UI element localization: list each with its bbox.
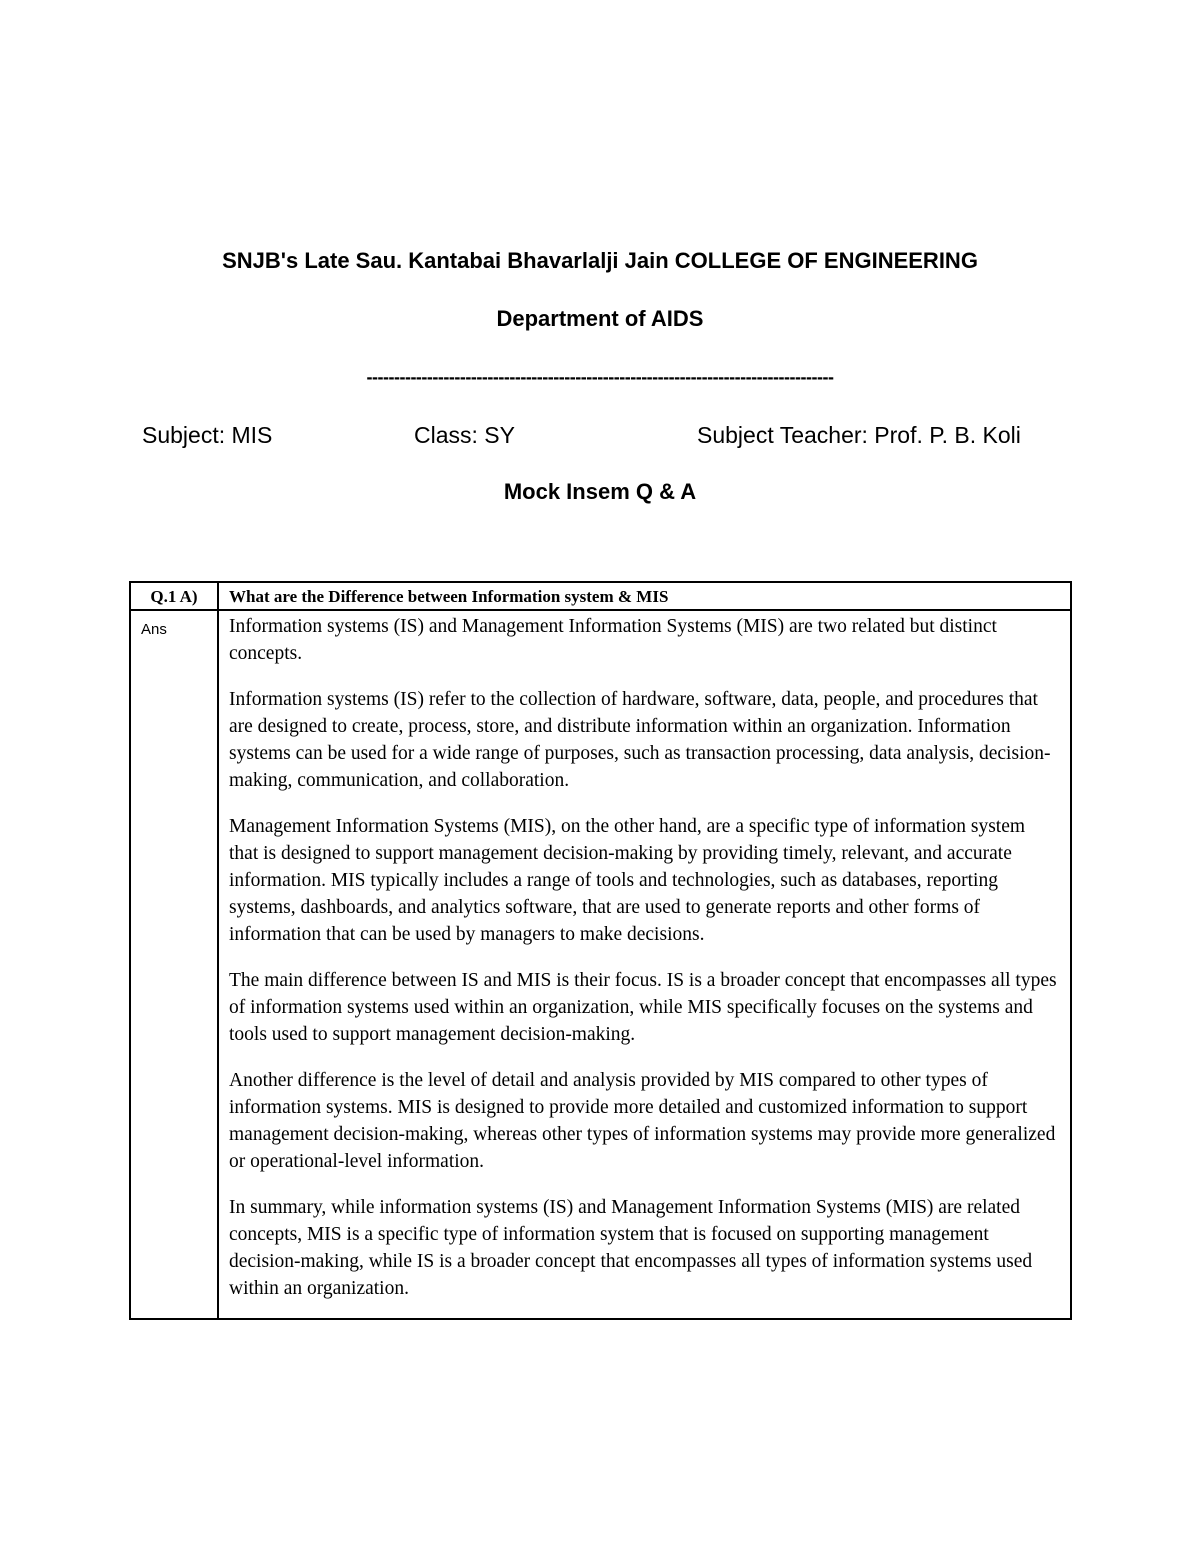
answer-paragraph: Information systems (IS) and Management Information Systems (MIS) are two related but distinct concepts. xyxy=(229,616,997,664)
question-row xyxy=(130,582,1071,610)
answer-label: Ans xyxy=(130,610,218,1319)
question-number: Q.1 A) xyxy=(130,582,218,610)
qa-table xyxy=(129,581,1072,1320)
answer-paragraph: Information systems (IS) refer to the collection of hardware, software, data, people, and procedures that are designed to create, process, store, and distribute information within an organization. Information systems can be used for a wide range of purposes, such as transaction processing, data analysis, decision-making, communication, and collaboration. xyxy=(229,689,1051,791)
divider-line: ------------------------------------------------------------------------------------- xyxy=(366,367,834,387)
answer-paragraph: Another difference is the level of detail and analysis provided by MIS compared to other types of information systems. MIS is designed to provide more detailed and customized information to support management decision-making, whereas other types of information systems may provide more generalized or operational-level information. xyxy=(229,1070,1056,1172)
answer-paragraph: The main difference between IS and MIS is their focus. IS is a broader concept that encompasses all types of information systems used within an organization, while MIS specifically focuses on the systems and tools used to support management decision-making. xyxy=(229,970,1057,1045)
subject-label: Subject: MIS xyxy=(142,422,273,448)
document-title: Mock Insem Q & A xyxy=(503,479,697,504)
answer-row xyxy=(130,610,1071,1319)
answer-body xyxy=(218,610,1071,1319)
department-name: Department of AIDS xyxy=(496,306,704,331)
teacher-label: Subject Teacher: Prof. P. B. Koli xyxy=(697,422,1021,448)
class-label: Class: SY xyxy=(414,422,515,448)
answer-paragraph: Management Information Systems (MIS), on the other hand, are a specific type of information system that is designed to support management decision-making by providing timely, relevant, and accurate information. MIS typically includes a range of tools and technologies, such as databases, reporting systems, dashboards, and analytics software, that are used to generate reports and other forms of information that can be used by managers to make decisions. xyxy=(229,816,1026,945)
question-text: What are the Difference between Information system & MIS xyxy=(218,582,1071,610)
college-name: SNJB's Late Sau. Kantabai Bhavarlalji Jain COLLEGE OF ENGINEERING xyxy=(222,248,978,273)
answer-paragraph: In summary, while information systems (IS) and Management Information Systems (MIS) are related concepts, MIS is a specific type of information system that is focused on supporting management decision-making, while IS is a broader concept that encompasses all types of information systems used within an organization. xyxy=(229,1197,1033,1299)
